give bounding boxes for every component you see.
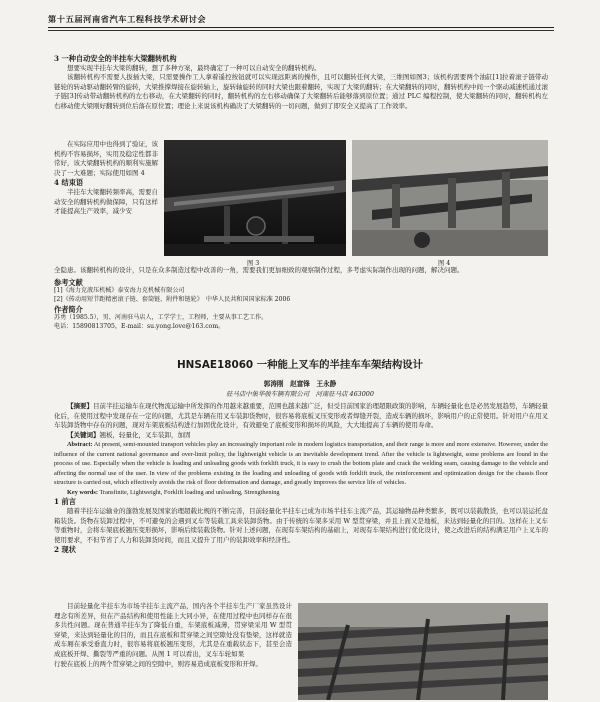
keywords-cn-label: 【关键词】 (67, 430, 100, 439)
section-2-title: 2 现状 (54, 545, 76, 555)
author-bio: 苏勇（1985.5），男，河南驻马店人，工学学士，工程师，主要从事工艺工作。 (54, 314, 268, 322)
author-contact: 电话：15890813705，E-mail：su.yong.love@163.com。 (54, 323, 225, 331)
bio-title: 作者简介 (54, 304, 83, 314)
header-rule-top (48, 27, 554, 28)
paper-affiliation: 驻马店中集华骏车辆有限公司 河南驻马店 463000 (226, 390, 374, 398)
figure-3-image (164, 140, 346, 256)
prev-section-3 (54, 54, 548, 112)
continuation-text: 全隐患。该翻转机构的设计，只是在众多制造过程中改善的一角，需要我们更加细致的观察制作过程，多考虑实际制作出现的问题，解决问题。 (54, 266, 464, 274)
keywords-en-label: Key words: (67, 488, 98, 496)
prev-conclusion-continued (54, 266, 548, 332)
references-title: 参考文献 (54, 277, 83, 287)
paper-authors: 郭涛刚 赵富锋 王永静 (263, 380, 337, 388)
section-4-title: 4 结束语 (54, 178, 84, 188)
abstract-cn (54, 402, 548, 431)
abstract-en-text: At present, semi-mounted transport vehicles play an increasingly important role in modern logistics transportation, and their range is more and more extensive. However, under the influence of the current national governance and over-limit policy, the lightweight vehicle is an inevitable development trend. After the vehicle is lightweight, some problems are found in the process of use. Especially when the vehicle is loading and unloading goods with forklift truck, it is easy to crush the bottom plate and crack the welding seam, causing damage to the vehicle and affecting the normal use of the user. In view of the problems existing in the loading and unloading of goods with forklift truck, the reinforcement and optimization design for the chassis floor structure is carried out, which effectively avoids the risk of floor deformation and damage, and greatly improves the service life of vehicles. (54, 441, 548, 487)
abstract-en (54, 440, 548, 488)
keywords-cn (54, 431, 548, 441)
section-2-text: 目前轻量化半挂车为市场半挂车主流产品，国内各个半挂车生产厂家虽然设计理念有所差异，但在产品结构和使用性能上大同小异，在使用过程中也同样存在很多共性问题。现在普通半挂车为了降低自重，车架底板减薄，贯穿梁采用 W 型贯穿梁，来达到轻量化的目的，而且在底板和贯穿梁之间空隙处没有垫梁，这样就造成车厢在承受垂直力时，很容易将底板翘压变形，尤其是在重载状态下，甚至会造成底板开焊、撕裂等严重的问题。从图 1 可以看出，叉车车轮如果 (54, 602, 292, 658)
abstract-en-label: Abstract: (67, 441, 93, 449)
abstract-block (54, 402, 548, 555)
section-3-title: 3 一种自动安全的半挂车大梁翻转机构 (54, 54, 177, 63)
prev-left-column (54, 140, 158, 217)
figure-3-caption: 图 3 (247, 260, 260, 267)
reference-1: [1]《海力克液压机械》泰安海力克机械有限公司 (54, 287, 185, 295)
abstract-cn-label: 【摘要】 (67, 402, 93, 410)
section-1-body: 随着半挂车运输业的蓬勃发展及国家治理超载比规的不断完善，目前轻量化半挂车已成为市场半挂车主流产品，其运输物品种类繁多，既可以装载散货，也可以装运托盘箱装货。货物在装卸过程中，不可避免的会遇到叉车等装载工具来装卸货物。由于传统的车架多采用 W 型贯穿梁，并且上面又是地板，来达到轻量化的目的。这样在上叉车等重物时，会将车架底板翘压变形损坏，影响后续装载货物。针对上述问题，在现有车架结构的基础上，对现有车架结构进行优化设计，使之改进后的结构满足用户上叉车的使用要求，不但节省了人力和装卸货时间，而且又提升了用户的装卸效率和经济性。 (54, 506, 548, 544)
figure-4-photo (352, 140, 548, 256)
section-3-intro: 想要实现半挂车大梁的翻转，想了多种方案，最终确定了一种可以自动安全的翻转机构。 (67, 63, 321, 72)
keywords-en (54, 488, 548, 498)
figure-4-caption: 图 4 (438, 260, 451, 267)
running-header: 第十五届河南省汽车工程科技学术研讨会 (48, 14, 207, 24)
reference-2: [2]《传动用短节距精密滚子链、套筒链、附件和链轮》 中华人民共和国国家标准 2006 (54, 295, 291, 303)
keywords-en-text: Transfinite, Lightweight, Forklift loading and unloading, Strengthening (99, 488, 280, 496)
keywords-cn-text: 翘板，轻量化，叉车装卸，加固 (99, 430, 191, 439)
conclusion-text: 半挂车大梁翻转频率高，需要自动安全的翻转机构做保障，只有这样才能提高生产效率，减少安 (54, 187, 158, 216)
section-2-body (54, 602, 292, 669)
section-1-title: 1 前言 (54, 497, 76, 507)
figure-3-photo (164, 140, 346, 256)
left-column-text: 在实际应用中也得到了验证，该机构不容易损坏，实用及稳定性都非常好，该大梁翻转机构的顺利实施解决了一大难题；实际使用如图 4 (54, 140, 158, 177)
section-3-body: 该翻转机构不需要人拔插大梁，只需要操作工人拿着遥控按钮就可以实现远距离的操作，且可以翻转任何大梁，三维图如图3；该机构需要两个油缸[1]拉着滚子链带动链轮的转动驱动翻转臂的旋转，大梁推撑焊接在旋转轴上，旋转轴旋转的同时大梁也跟着翻转，实现了大梁的翻转；在大梁翻转的同时，翻转机构中间一个驱动减速机通过滚子链[3]传动带动翻转机构的左右移动，在大梁翻转的同时，翻转机构的左右移动确保了大梁翻转后能够落到原位置；通过 PLC 编程控制，使大梁翻转的同时，翻转机构左右移动使大梁刚好翻转到位后落在原位置；理论上来说该机构确决了大梁翻转的一切问题，做到了即安全又提高了工作效率。 (54, 73, 548, 110)
header-rule-bottom (48, 30, 554, 31)
paper-title: HNSAE18060 一种能上叉车的半挂车车架结构设计 (176, 359, 424, 371)
figure-1-image (298, 603, 548, 700)
figure-4-image (352, 140, 548, 256)
section-2-text-tail: 行驶在底板上的两个贯穿梁之间的空隙中，则容易造成底板变形和开焊。 (54, 659, 262, 668)
figure-1-photo (298, 603, 548, 700)
abstract-cn-text: 目前半挂运输车在现代物流运输中所发挥的作用越来越重要，范围也越来越广泛，但受目前国家治理超限政策的影响，车辆轻量化也是必然发展趋势，车辆轻量化后，在使用过程中发现存在一定的问题，尤其是车辆在用叉车装卸货物时，很容易将底板叉压变形或者焊缝开裂，造成车辆的损坏，影响用户的正常使用。针对用户在用叉车装卸货物中存在的问题，现对车架底板结构进行加固优化设计，有效避免了底板变形和损坏的风险，大大地提高了车辆的使用寿命。 (54, 402, 548, 430)
